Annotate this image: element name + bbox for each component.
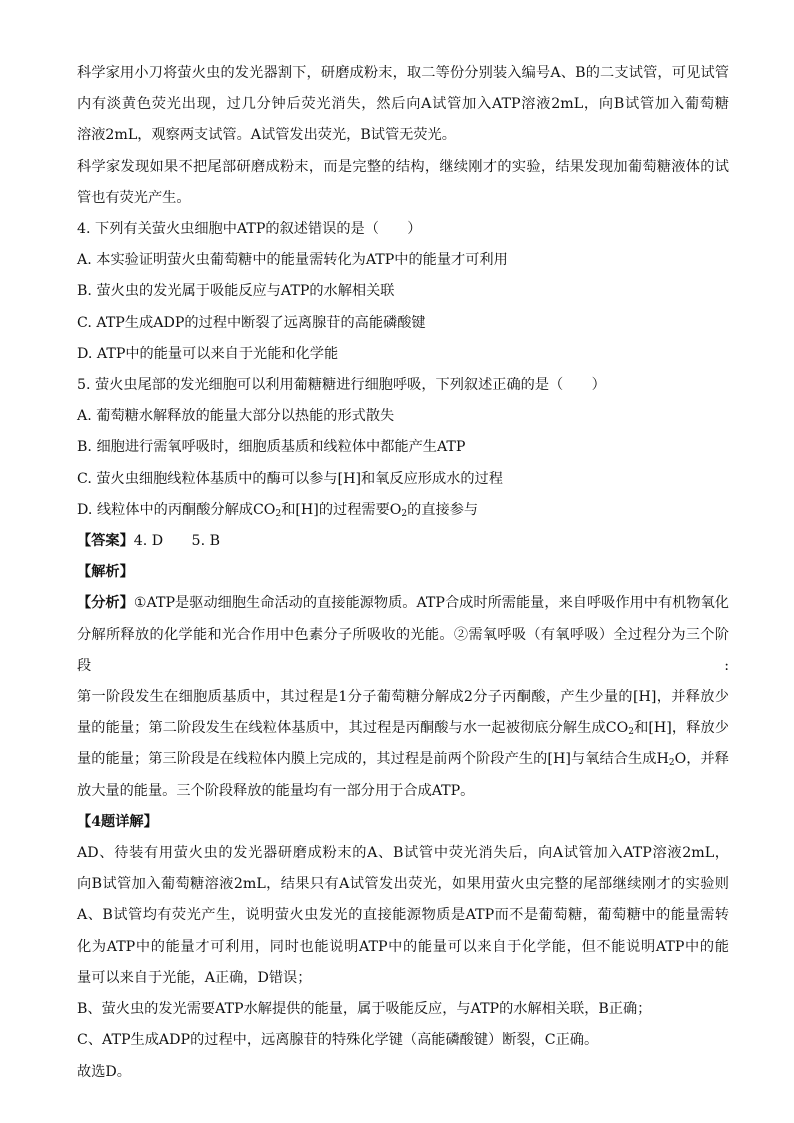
text-line: 放大量的能量。三个阶段释放的能量均有一部分用于合成ATP。 [77,782,475,799]
text-line: 科学家用小刀将萤火虫的发光器割下，研磨成粉末，取二等份分别装入编号A、B的二支试管，可见试管 [77,65,729,81]
text-line: 【4题详解】 [77,813,158,830]
text-segment: 4. D 5. B [133,533,221,550]
text-segment: O，并释 [674,751,729,768]
text-line: 分解所释放的化学能和光合作用中色素分子所吸收的光能。②需氧呼吸（有氧呼吸）全过程分为三个阶段: [77,626,729,674]
text-segment: 量的能量；第三阶段是在线粒体内膜上完成的，其过程是前两个阶段产生的[H]与氧结合生成H [77,751,669,768]
text-line [77,588,729,619]
text-line [77,495,729,526]
text-line [77,526,729,557]
text-segment: 和[H]的过程需要O [281,501,402,518]
text-line: 管也有荧光产生。 [77,189,191,206]
text-line: A. 本实验证明萤火虫葡萄糖中的能量需转化为ATP中的能量才可利用 [77,252,508,269]
document-body [77,58,729,1088]
subscript: 2 [628,727,634,738]
text-line: A、B试管均有荧光产生，说明萤火虫发光的直接能源物质是ATP而不是葡萄糖，葡萄糖中的能量需转 [77,907,729,924]
text-line: 5. 萤火虫尾部的发光细胞可以利用葡糖糖进行细胞呼吸，下列叙述正确的是（ ） [77,377,606,394]
text-line: 量可以来自于光能，A正确，D错误； [77,969,312,986]
subscript: 2 [401,508,408,519]
text-line [77,744,729,775]
text-line: 【解析】 [77,564,134,581]
text-line: AD、待装有用萤火虫的发光器研磨成粉末的A、B试管中荧光消失后，向A试管加入ATP溶液2mL， [77,845,729,862]
text-line: B. 萤火虫的发光属于吸能反应与ATP的水解相关联 [77,283,395,300]
subscript: 2 [668,758,675,769]
text-line: C、ATP生成ADP的过程中，远离腺苷的特殊化学键（高能磷酸键）断裂，C正确。 [77,1032,599,1049]
text-line: D. ATP中的能量可以来自于光能和化学能 [77,345,339,362]
section-label: 【分析】 [77,595,134,612]
text-line: A. 葡萄糖水解释放的能量大部分以热能的形式散失 [77,408,395,425]
text-line: 向B试管加入葡萄糖溶液2mL，结果只有A试管发出荧光，如果用萤火虫完整的尾部继续刚才的实验则 [77,876,729,893]
text-line: B. 细胞进行需氧呼吸时，细胞质基质和线粒体中都能产生ATP [77,439,466,456]
text-segment: 的直接参与 [407,501,479,518]
subscript: 2 [275,508,282,519]
text-line: 化为ATP中的能量才可利用，同时也能说明ATP中的能量可以来自于化学能，但不能说明ATP中的能 [77,938,729,955]
text-segment: ①ATP是驱动细胞生命活动的直接能源物质。ATP合成时所需能量，来自呼吸作用中有机物氧化 [133,595,729,612]
text-line: 溶液2mL，观察两支试管。A试管发出荧光，B试管无荧光。 [77,127,456,144]
text-line: 第一阶段发生在细胞质基质中，其过程是1分子葡萄糖分解成2分子丙酮酸，产生少量的[H]，并释放少 [77,689,729,706]
text-line [77,713,729,744]
text-segment: D. 线粒体中的丙酮酸分解成CO [77,501,276,518]
text-segment: 和[H]，释放少 [633,720,729,737]
text-line: B、萤火虫的发光需要ATP水解提供的能量，属于吸能反应，与ATP的水解相关联，B正确； [77,1001,652,1018]
text-line: C. 萤火虫细胞线粒体基质中的酶可以参与[H]和氧反应形成水的过程 [77,470,503,487]
text-line: C. ATP生成ADP的过程中断裂了远离腺苷的高能磷酸键 [77,314,426,331]
text-line: 4. 下列有关萤火虫细胞中ATP的叙述错误的是（ ） [77,221,422,238]
text-line: 内有淡黄色荧光出现，过几分钟后荧光消失，然后向A试管加入ATP溶液2mL，向B试管加入葡萄糖 [77,96,729,113]
text-line: 科学家发现如果不把尾部研磨成粉末，而是完整的结构，继续刚才的实验，结果发现加葡萄糖液体的试 [77,158,729,175]
text-line: 故选D。 [77,1063,131,1080]
text-segment: 量的能量；第二阶段发生在线粒体基质中，其过程是丙酮酸与水一起被彻底分解生成CO [77,720,629,737]
section-label: 【答案】 [77,533,134,550]
